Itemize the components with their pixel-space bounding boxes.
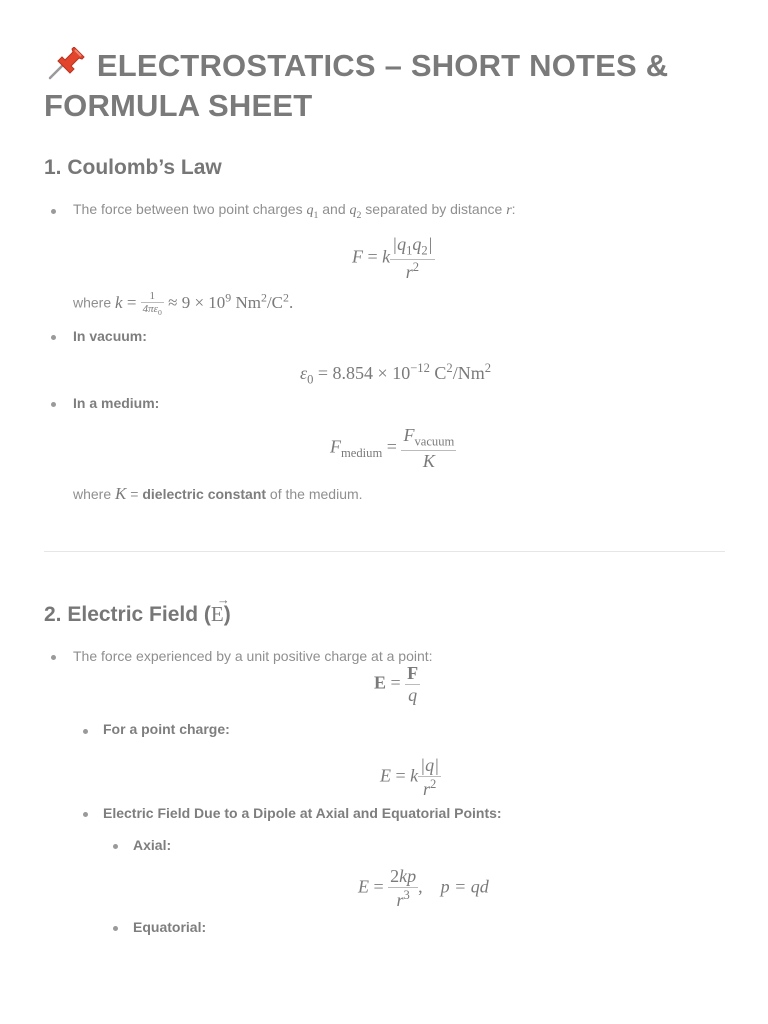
section-heading-electric-field: 2. Electric Field (E → ) bbox=[44, 592, 231, 626]
point-charge-label: For a point charge: bbox=[103, 721, 230, 737]
bullet-dot bbox=[113, 926, 118, 931]
vacuum-label: In vacuum: bbox=[73, 328, 147, 344]
bullet-dot bbox=[51, 335, 56, 340]
bullet-dot bbox=[51, 209, 56, 214]
electric-field-description: The force experienced by a unit positive charge at a point: bbox=[73, 648, 433, 664]
medium-label: In a medium: bbox=[73, 395, 160, 411]
pushpin-icon bbox=[44, 47, 88, 81]
coulomb-formula: F = k $\frac{|q_1q_2|}{r^2}$ bbox=[352, 234, 433, 282]
medium-force-formula: $F_{medium}$ = $\frac{F_{vacuum}}{K}$ bbox=[330, 425, 455, 471]
equatorial-label: Equatorial: bbox=[133, 919, 207, 935]
dielectric-note: where K = dielectric constant of the medium. bbox=[73, 484, 363, 503]
coulomb-force-description: The force between two point charges $q_1$ and $q_2$ separated by distance r: bbox=[73, 201, 516, 221]
dipole-field-label: Electric Field Due to a Dipole at Axial and Equatorial Points: bbox=[103, 805, 502, 821]
page-title-text: ELECTROSTATICS – SHORT NOTES & FORMULA SHEET bbox=[44, 48, 669, 123]
axial-label: Axial: bbox=[133, 837, 172, 853]
coulomb-constant-note: where k = $\frac{1}{4\pi\varepsilon_0}$ ≈ $9 \times 10^9$ $Nm^2/C^2$. bbox=[73, 290, 294, 318]
section-heading-coulomb: 1. Coulomb’s Law bbox=[44, 156, 222, 179]
bullet-dot bbox=[51, 402, 56, 407]
bullet-dot bbox=[51, 655, 56, 660]
bullet-dot bbox=[113, 844, 118, 849]
section-divider bbox=[44, 551, 725, 552]
bullet-dot bbox=[83, 729, 88, 734]
permittivity-formula: $\varepsilon_0 = 8.854 \times 10^{-12}$ $C^2/Nm^2$ bbox=[300, 361, 492, 387]
field-definition-formula: E = $\frac{F}{q}$ bbox=[374, 663, 419, 705]
point-charge-field-formula: E = k $\frac{|q|}{r^2}$ bbox=[380, 755, 440, 799]
axial-field-formula: E = $\frac{2kp}{r^3}$ , p = qd bbox=[358, 866, 489, 910]
bullet-dot bbox=[83, 812, 88, 817]
page-title bbox=[44, 46, 734, 126]
